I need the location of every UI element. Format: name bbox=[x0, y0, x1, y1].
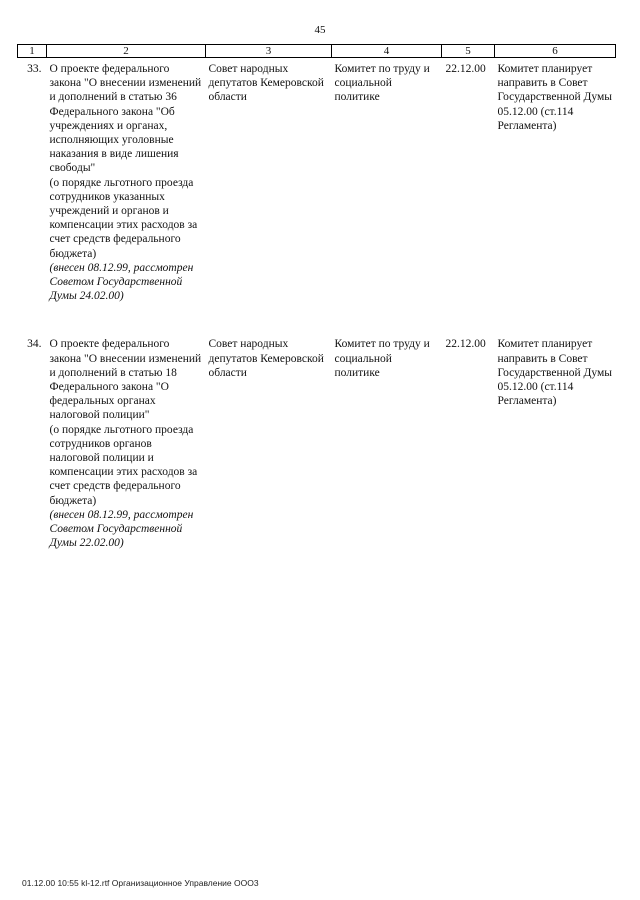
column-header-5: 5 bbox=[442, 45, 495, 58]
header-row bbox=[18, 45, 616, 58]
draft-law-note: (о порядке льготного проезда сотрудников органов налоговой полиции и компенсации этих расходов за счет средств федерального бюджета) bbox=[49, 423, 198, 507]
column-header-3: 3 bbox=[206, 45, 332, 58]
entry-author: Совет народных депутатов Кемеровской области bbox=[208, 338, 324, 379]
draft-law-history: (внесен 08.12.99, рассмотрен Советом Государственной Думы 24.02.00) bbox=[49, 261, 194, 303]
entry-author: Совет народных депутатов Кемеровской области bbox=[208, 63, 324, 104]
entry-number: 34. bbox=[27, 338, 42, 351]
document-footer: 01.12.00 10:55 kl-12.rtf Организационное Управление ООО3 bbox=[22, 878, 259, 888]
column-header-6: 6 bbox=[495, 45, 616, 58]
table-row bbox=[18, 303, 616, 550]
draft-law-note: (о порядке льготного проезда сотрудников указанных учреждений и органов и компенсации этих расходов за счет средств федерального бюджета) bbox=[49, 176, 198, 260]
entry-status: Комитет планирует направить в Совет Государственной Думы 05.12.00 (ст.114 Регламента) bbox=[497, 338, 612, 408]
entry-description bbox=[47, 303, 206, 550]
entry-date: 22.12.00 bbox=[445, 63, 486, 75]
draft-law-history: (внесен 08.12.99, рассмотрен Советом Государственной Думы 22.02.00) bbox=[49, 508, 194, 550]
page-number: 45 bbox=[314, 24, 326, 36]
draft-law-title: О проекте федерального закона "О внесении изменений и дополнений в статью 18 Федерального закона "О федеральных органах налоговой полиции" bbox=[49, 338, 202, 422]
entry-status: Комитет планирует направить в Совет Государственной Думы 05.12.00 (ст.114 Регламента) bbox=[497, 63, 612, 132]
column-header-4: 4 bbox=[332, 45, 442, 58]
entry-description bbox=[47, 58, 206, 304]
document-table bbox=[17, 44, 616, 551]
entry-committee: Комитет по труду и социальной политике bbox=[334, 338, 430, 379]
entry-committee: Комитет по труду и социальной политике bbox=[334, 63, 430, 104]
table-row bbox=[18, 58, 616, 304]
draft-law-title: О проекте федерального закона "О внесении изменений и дополнений в статью 36 Федерального закона "Об учреждениях и органах, исполняющих уголовные наказания в виде лишения свободы" bbox=[49, 63, 202, 175]
entry-date: 22.12.00 bbox=[445, 338, 486, 351]
entry-number: 33. bbox=[27, 63, 42, 75]
column-header-2: 2 bbox=[47, 45, 206, 58]
column-header-1: 1 bbox=[18, 45, 47, 58]
